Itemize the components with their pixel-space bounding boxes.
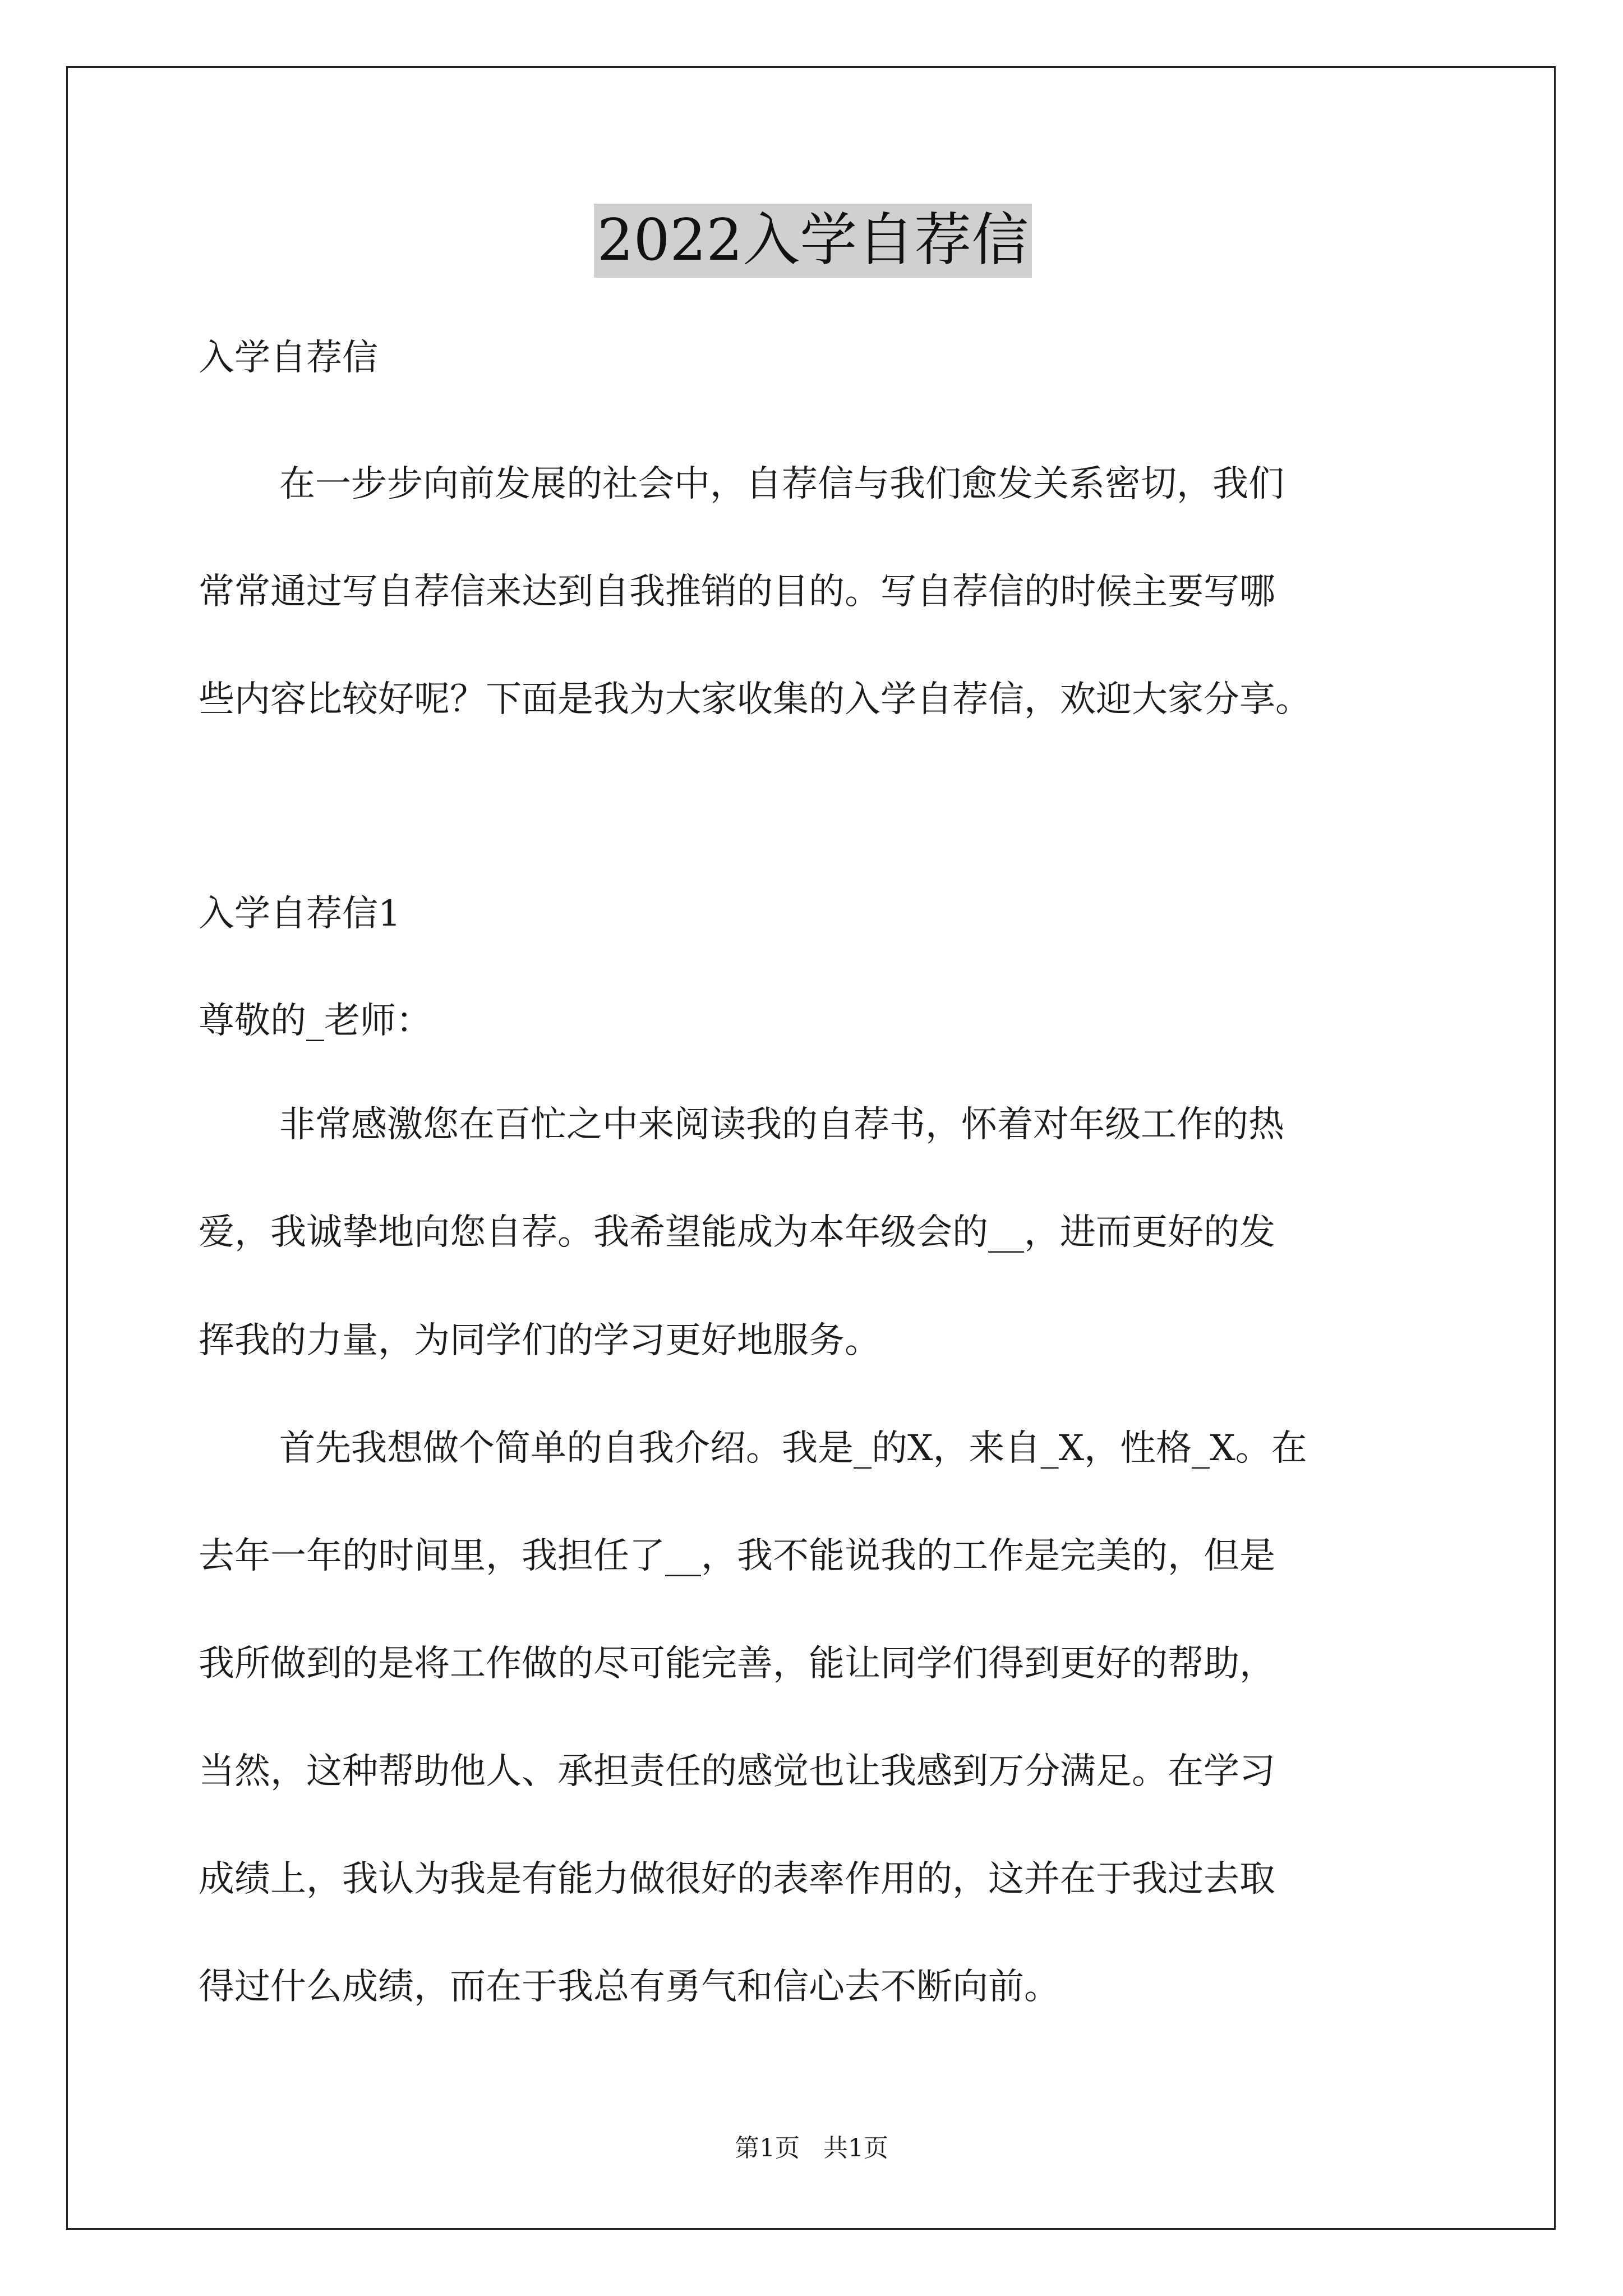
intro-line-3: 些内容比较好呢？下面是我为大家收集的入学自荐信，欢迎大家分享。: [199, 679, 1311, 720]
salutation: 尊敬的_老师：: [199, 1000, 432, 1042]
paragraph2-line-5: 成绩上，我认为我是有能力做很好的表率作用的，这并在于我过去取: [199, 1858, 1275, 1900]
paragraph2-line-1: 首先我想做个简单的自我介绍。我是_的X，来自_X，性格_X。在: [279, 1428, 1307, 1469]
document-title: 2022入学自荐信: [594, 204, 1032, 278]
intro-line-1: 在一步步向前发展的社会中，自荐信与我们愈发关系密切，我们: [279, 463, 1284, 505]
paragraph1-line-3: 挥我的力量，为同学们的学习更好地服务。: [199, 1320, 880, 1361]
paragraph2-line-6: 得过什么成绩，而在于我总有勇气和信心去不断向前。: [199, 1966, 1060, 2008]
page-number-footer: 第1页 共1页: [735, 2134, 888, 2162]
paragraph2-line-4: 当然，这种帮助他人、承担责任的感觉也让我感到万分满足。在学习: [199, 1751, 1275, 1792]
paragraph2-line-2: 去年一年的时间里，我担任了__，我不能说我的工作是完美的，但是: [199, 1535, 1275, 1577]
intro-line-2: 常常通过写自荐信来达到自我推销的目的。写自荐信的时候主要写哪: [199, 571, 1275, 613]
paragraph1-line-2: 爱，我诚挚地向您自荐。我希望能成为本年级会的__，进而更好的发: [199, 1212, 1275, 1253]
paragraph2-line-3: 我所做到的是将工作做的尽可能完善，能让同学们得到更好的帮助，: [199, 1643, 1275, 1685]
section-heading: 入学自荐信1: [199, 893, 401, 935]
paragraph1-line-1: 非常感激您在百忙之中来阅读我的自荐书，怀着对年级工作的热: [279, 1104, 1284, 1145]
document-subtitle: 入学自荐信: [199, 337, 378, 379]
